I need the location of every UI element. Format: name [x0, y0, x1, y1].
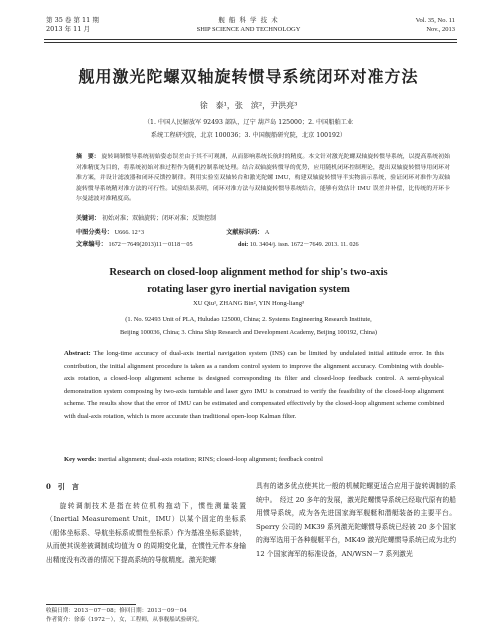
article-number-row [76, 239, 450, 248]
authors-cn: 徐 泰¹，张 滨²，尹洪亮³ [199, 101, 298, 110]
article-title-cn: 舰用激光陀螺双轴旋转惯导系统闭环对准方法 [78, 67, 419, 86]
title-en-line: rotating laser gyro inertial navigation system [147, 284, 350, 295]
abstract-cn [76, 152, 450, 205]
footnote [46, 607, 203, 625]
keywords-cn-text: 初始对准；双轴旋转；闭环对准；反馈控制 [101, 215, 216, 222]
keywords-en-text: inertial alignment; dual-axis rotation; RINS; closed-loop alignment; feedback control [98, 456, 323, 463]
header-rule-thick [44, 39, 457, 40]
affiliation-en-line: (1. No. 92493 Unit of PLA, Huludao 125000, China; 2. Systems Engineering Research Institute, [125, 316, 372, 323]
clc-label: 中图分类号： [76, 229, 114, 236]
journal-name-cn: 舰 船 科 学 技 术 [218, 16, 279, 24]
abstract-cn-label: 摘 要： [76, 153, 100, 160]
keywords-en [64, 456, 444, 463]
clc-code: U666. 12⁺3 [114, 229, 145, 236]
body-column-left [46, 480, 246, 568]
doc-code: A [264, 229, 270, 236]
abstract-en-label: Abstract: [64, 350, 91, 357]
affiliation-cn-line: （1. 中国人民解放军 92493 部队，辽宁 葫芦岛 125000；2. 中国船舶工业 [143, 119, 354, 126]
author-bio: 作者简介：徐泰（1972－），女，工程师，从事舰船试验研究。 [46, 617, 203, 623]
body-column-right [256, 480, 456, 562]
header-right [416, 16, 455, 34]
received-date: 收稿日期：2013－07－08；修回日期：2013－09－04 [46, 608, 187, 614]
abstract-en-text: The long-time accuracy of dual-axis inertial navigation system (INS) can be limited by undulated initial attitude error. In this contribution, the initial alignment procedure is taken as a random control system to improve the alignment accuracy. Combining with double-axis rotation, a closed-loop alignment scheme is designed corresponding its filter and closed-loop feedback control. A semi-physical demonstration system composing by two-axis turntable and laser gyro IMU is construed to verify the feasibility of the closed-loop alignment scheme. The results show that the error of IMU can be estimated and compensated effectively by the closed-loop alignment scheme combined with dual-axis rotation, which is more accurate than traditional open-loop Kalman filter. [64, 350, 444, 420]
affiliation-en-line: Beijing 100036, China; 3. China Ship Research and Development Academy, Beijing 100192, China) [120, 329, 377, 336]
affiliations-en [0, 313, 497, 339]
body-text-right: 具有的诸多优点使其比一般的机械陀螺更适合应用于旋转调制的系统中。 经过 20 多年的发展，激光陀螺惯导系统已经取代原有的船用惯导系统，成为各先进国家海军舰艇和潜艇装备的主要平台。Sperry 公司的 MK39 系列激光陀螺惯导系统已经被 20 多个国家的海军选用于各种舰艇平台，MK49 激光陀螺惯导系统已成为北约 12 个国家海军的标准设备，AN/WSN－7 系列激光 [256, 482, 456, 558]
header-date: 2013 年 11 月 [46, 25, 91, 33]
keywords-cn [76, 213, 450, 222]
abstract-en [64, 348, 444, 424]
keywords-en-label: Key words: [64, 456, 97, 463]
doi-value: 10. 3404/j. issn. 1672－7649. 2013. 11. 026 [249, 241, 359, 248]
article-no-label: 文章编号： [76, 241, 107, 248]
title-en-line: Research on closed-loop alignment method for ship's two-axis [109, 267, 388, 278]
authors-en: XU Qiu¹, ZHANG Bin², YIN Hong-liang³ [193, 300, 304, 307]
header-date-en: Nov., 2013 [426, 26, 455, 33]
article-title-en [0, 264, 497, 298]
classification-row [76, 227, 450, 236]
doi-label: doi: [238, 241, 249, 248]
header-volume: 第 35 卷 第 11 期 [46, 16, 99, 24]
affiliation-cn-line: 系统工程研究院，北京 100036；3. 中国舰船研究院，北京 100192） [150, 132, 347, 139]
body-text-left: 旋转调制技术是指在转位机构拖动下，惯性测量装置（Inertial Measurement Unit，IMU）以某个固定的坐标系（船体坐标系、导航坐标系或惯性坐标系）作为基准坐标系旋转，从而使其误差被调制成均值为 0 的周期变化量，在惯性元件本身输出精度没有改善的情况下提高系统的导航精度。激光陀螺 [46, 501, 246, 564]
article-no: 1672－7649(2013)11－0118－05 [108, 241, 193, 248]
keywords-cn-label: 关键词： [76, 215, 101, 222]
footnote-rule [46, 604, 136, 605]
doc-code-label: 文献标识码： [226, 229, 264, 236]
header-volume-en: Vol. 35, No. 11 [415, 17, 455, 24]
abstract-cn-text: 旋转调制惯导系统初始姿态误差由于其不可观测，从而影响系统长航时的精度。本文针对激光陀螺双轴旋转惯导系统，以提高系统初始对准精度为目的，将系统初始对准过程作为随机控制系统处理。结合双轴旋转惯导的优势，应用随机闭环控制理论，提出双轴旋转惯导用闭环对准方案，并设计滤波器和闭环反馈控制律。利用实验室双轴转台和激光陀螺 IMU，构建双轴旋转惯导半实物演示系统，验证闭环对准作为双轴旋转惯导系统精对准方法的可行性。试验结果表明，闭环对准方法与双轴旋转惯导系统结合，能够有效估计 IMU 误差并补偿，比传统的开环卡尔曼滤波对准精度高。 [76, 154, 451, 203]
section-heading: 0 引 言 [46, 482, 79, 491]
affiliations-cn [0, 116, 497, 142]
journal-name-en: SHIP SCIENCE AND TECHNOLOGY [196, 26, 301, 33]
header-rule-thin [44, 42, 457, 43]
